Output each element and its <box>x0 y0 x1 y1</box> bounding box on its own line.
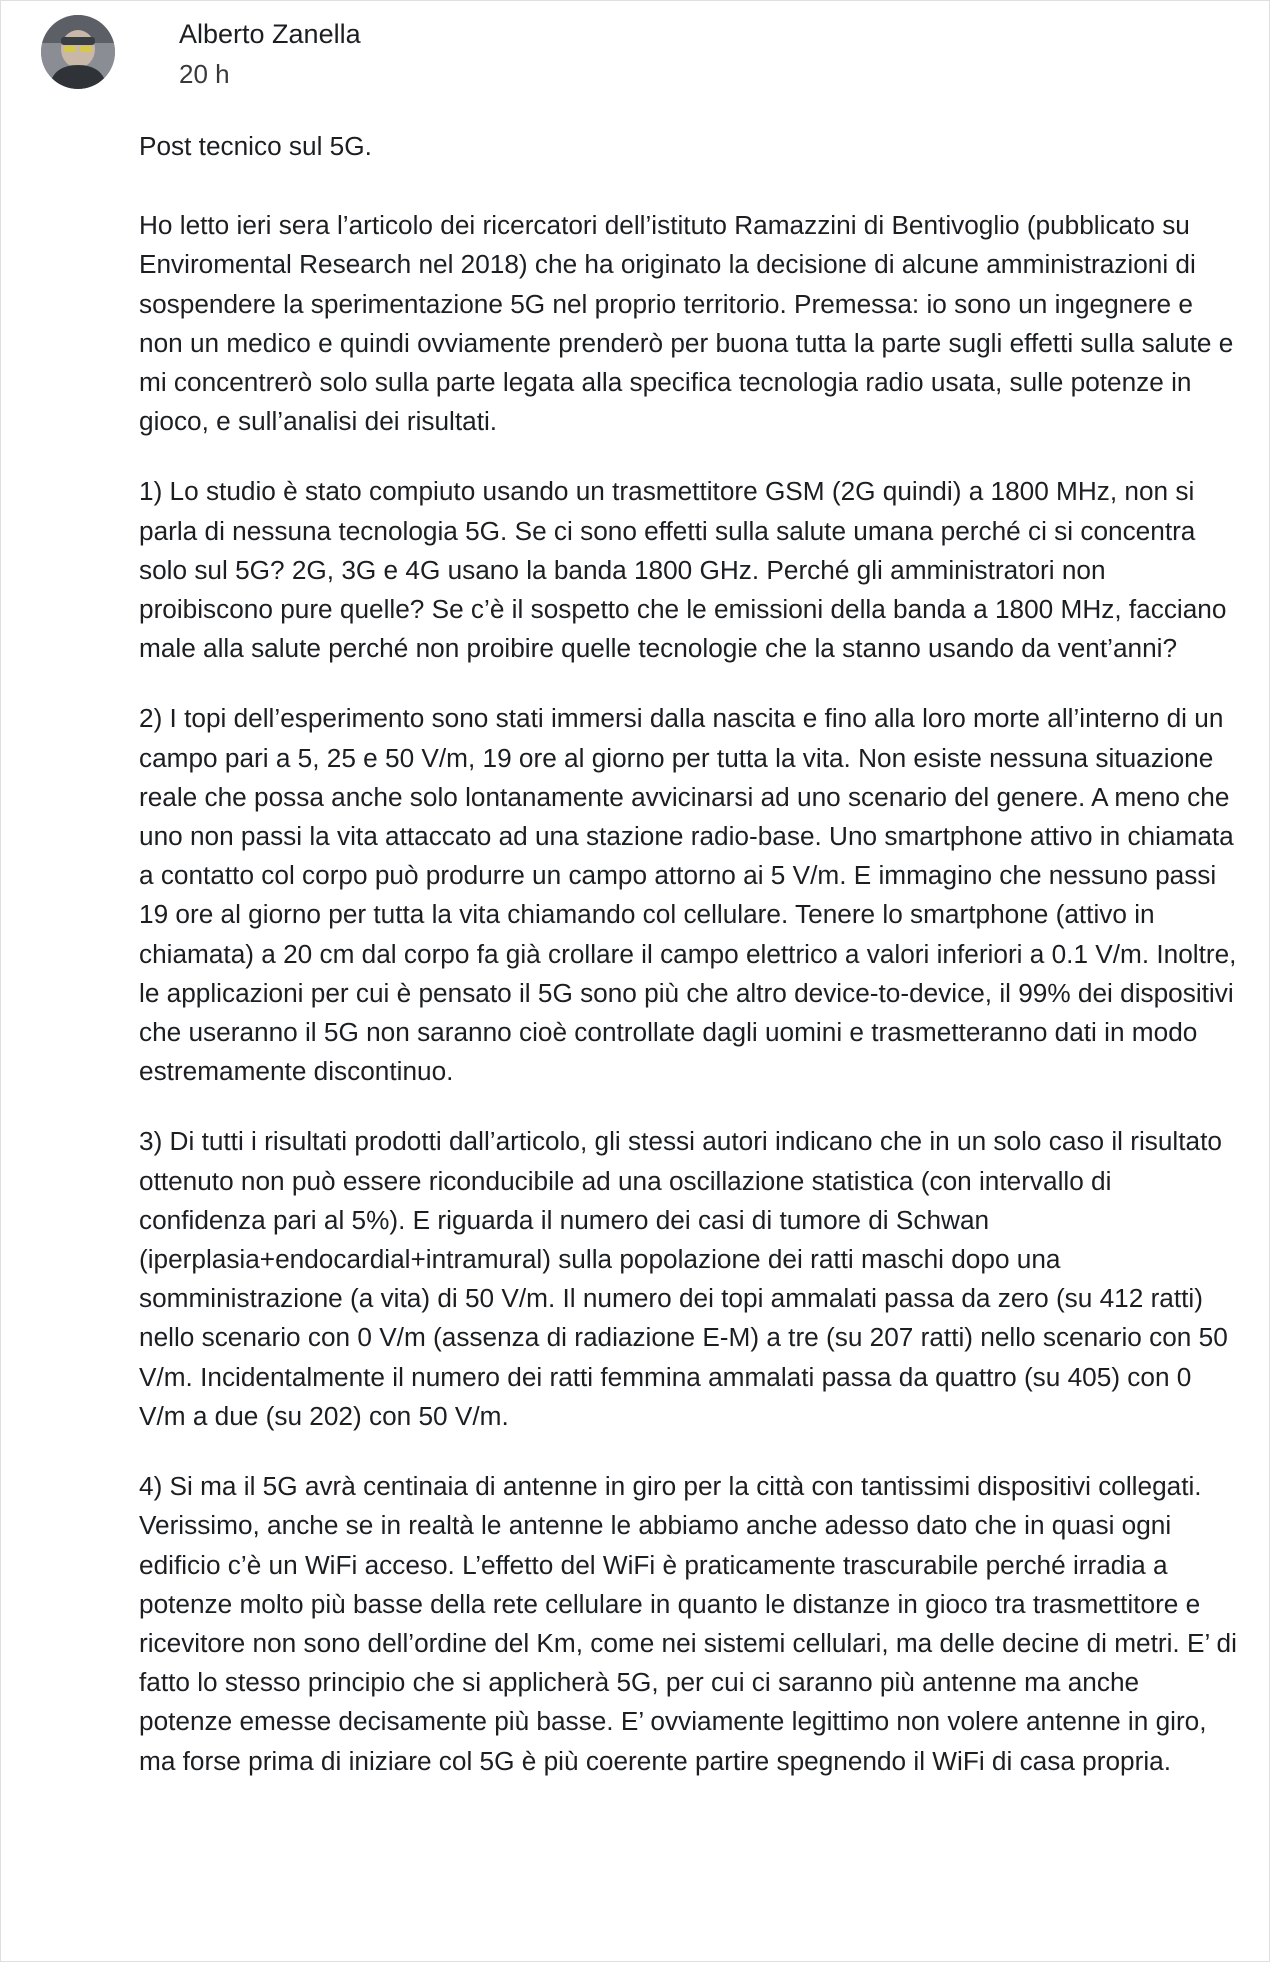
post-header <box>41 15 361 91</box>
author-block <box>179 17 361 91</box>
user-avatar-icon <box>41 15 115 89</box>
post-body <box>139 127 1239 1812</box>
post-paragraph-point-1: 1) Lo studio è stato compiuto usando un trasmettitore GSM (2G quindi) a 1800 MHz, non si parla di nessuna tecnologia 5G. Se ci sono effetti sulla salute umana perché ci si concentra solo sul 5G? 2G, 3G e 4G usano la banda 1800 GHz. Perché gli amministratori non proibiscono pure quelle? Se c’è il sospetto che le emissioni della banda a 1800 MHz, facciano male alla salute perché non proibire quelle tecnologie che la stanno usando da vent’anni? <box>139 476 1227 664</box>
post-paragraph-point-4: 4) Si ma il 5G avrà centinaia di antenne in giro per la città con tantissimi dispositivi collegati. Verissimo, anche se in realtà le antenne le abbiamo anche adesso dato che in quasi ogni edificio c’è un WiFi acceso. L’effetto del WiFi è praticamente trascurabile perché irradia a potenze molto più basse della rete cellulare in quanto le distanze in gioco tra trasmettitore e ricevitore non sono dell’ordine del Km, come nei sistemi cellulari, ma delle decine di metri. E’ di fatto lo stesso principio che si applicherà 5G, per cui ci saranno più antenne ma anche potenze emesse decisamente più basse. E’ ovviamente legittimo non volere antenne in giro, ma forse prima di iniziare col 5G è più coerente partire spegnendo il WiFi di casa propria. <box>139 1471 1237 1776</box>
post-paragraph-point-2: 2) I topi dell’esperimento sono stati immersi dalla nascita e fino alla loro morte all’interno di un campo pari a 5, 25 e 50 V/m, 19 ore al giorno per tutta la vita. Non esiste nessuna situazione reale che possa anche solo lontanamente avvicinarsi ad uno scenario del genere. A meno che uno non passi la vita attaccato ad una stazione radio-base. Uno smartphone attivo in chiamata a contatto col corpo può produrre un campo attorno ai 5 V/m. E immagino che nessuno passi 19 ore al giorno per tutta la vita chiamando col cellulare. Tenere lo smartphone (attivo in chiamata) a 20 cm dal corpo fa già crollare il campo elettrico a valori inferiori a 0.1 V/m. Inoltre, le applicazioni per cui è pensato il 5G sono più che altro device-to-device, il 99% dei dispositivi che useranno il 5G non saranno cioè controllate dagli uomini e trasmetteranno dati in modo estremamente discontinuo. <box>139 703 1237 1087</box>
post-timestamp[interactable]: 20 h <box>179 59 230 89</box>
post-paragraph-intro: Ho letto ieri sera l’articolo dei ricercatori dell’istituto Ramazzini di Bentivoglio (pubblicato su Enviromental Research nel 2018) che ha originato la decisione di alcune amministrazioni di sospendere la sperimentazione 5G nel proprio territorio. Premessa: io sono un ingegnere e non un medico e quindi ovviamente prenderò per buona tutta la parte sugli effetti sulla salute e mi concentrerò solo sulla parte legata alla specifica tecnologia radio usata, sulle potenze in gioco, e sull’analisi dei risultati. <box>139 210 1234 437</box>
author-avatar[interactable] <box>41 15 115 89</box>
post-paragraph-title: Post tecnico sul 5G. <box>139 131 372 161</box>
post-paragraph-point-3: 3) Di tutti i risultati prodotti dall’articolo, gli stessi autori indicano che in un solo caso il risultato ottenuto non può essere riconducibile ad una oscillazione statistica (con intervallo di confidenza pari al 5%). E riguarda il numero dei casi di tumore di Schwan (iperplasia+endocardial+intramural) sulla popolazione dei ratti maschi dopo una somministrazione (a vita) di 50 V/m. Il numero dei topi ammalati passa da zero (su 412 ratti) nello scenario con 0 V/m (assenza di radiazione E-M) a tre (su 207 ratti) nello scenario con 50 V/m. Incidentalmente il numero dei ratti femmina ammalati passa da quattro (su 405) con 0 V/m a due (su 202) con 50 V/m. <box>139 1126 1228 1431</box>
author-name-link[interactable]: Alberto Zanella <box>179 19 361 49</box>
